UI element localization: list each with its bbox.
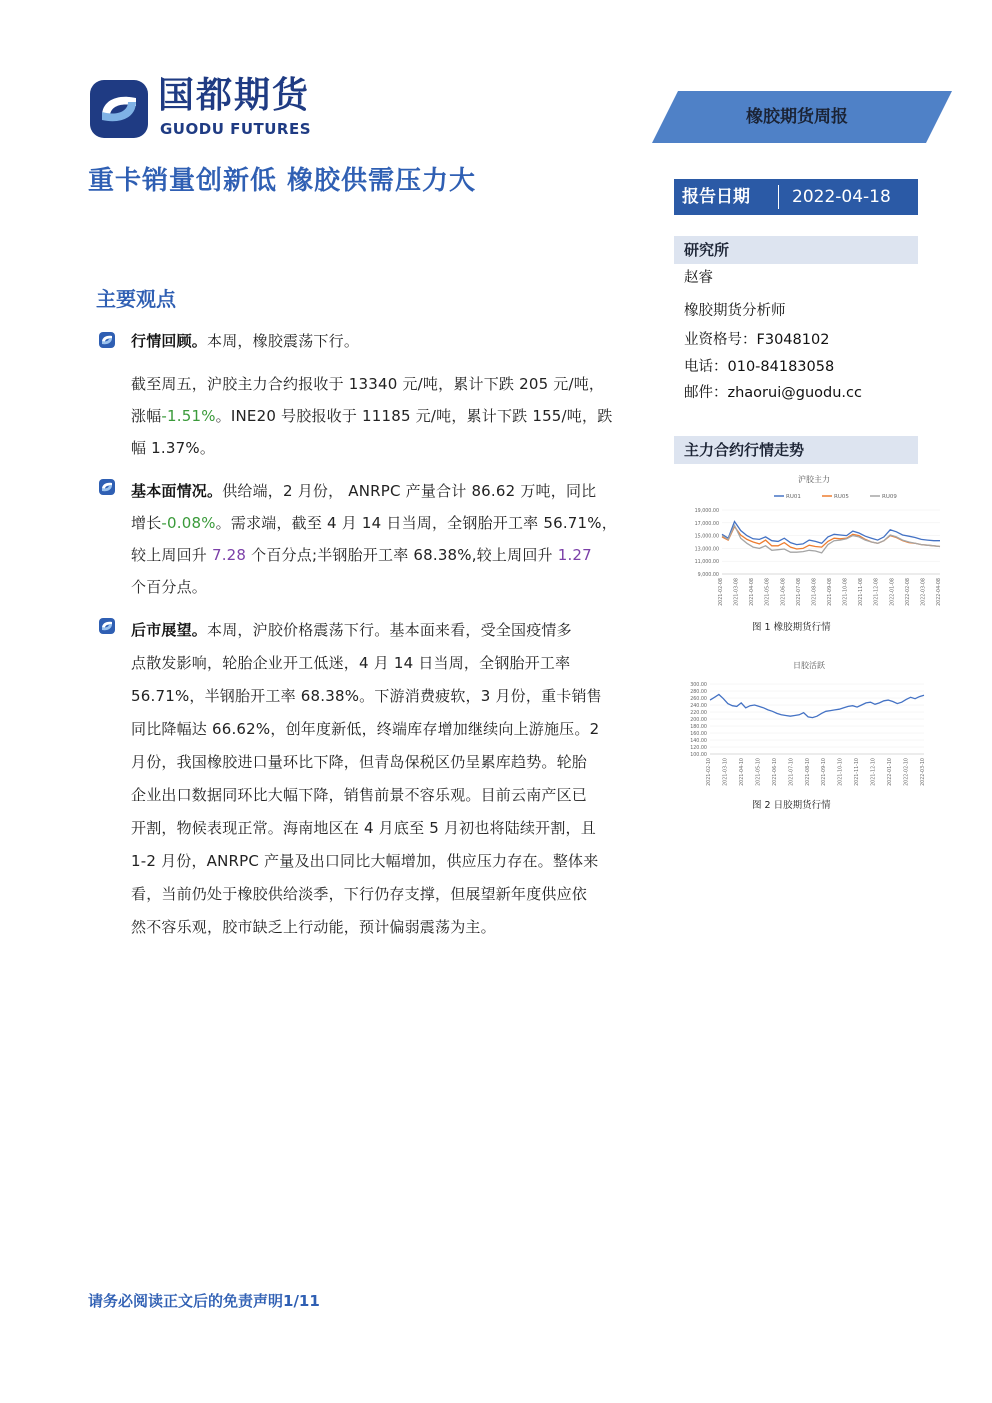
- chart2-caption: 图 2 日胶期货行情: [752, 800, 831, 811]
- x-tick-label: 2021-10-08: [843, 578, 849, 606]
- analyst-name: 赵睿: [684, 270, 713, 286]
- x-tick-label: 2022-01-08: [890, 578, 896, 606]
- section-outlook-line2: 点散发影响，轮胎企业开工低迷，4 月 14 日当周，全钢胎开工率: [131, 654, 571, 672]
- x-tick-label: 2021-09-08: [828, 578, 833, 606]
- logo-mark-icon: [88, 78, 150, 140]
- y-tick-label: 240.00: [690, 704, 707, 709]
- y-tick-label: 19,000.00: [694, 509, 719, 514]
- y-tick-label: 13,000.00: [694, 547, 719, 553]
- x-tick-label: 2021-06-10: [772, 758, 778, 786]
- y-tick-label: 220.00: [690, 711, 707, 716]
- chart2-line-chart: [684, 674, 934, 792]
- section-fundamentals-line1: [131, 480, 596, 501]
- semisteel-change-value: 1.27: [557, 546, 592, 564]
- bullet-icon: [98, 617, 116, 635]
- report-date-box: [674, 179, 918, 215]
- x-tick-label: 2022-04-08: [937, 578, 942, 606]
- main-points-heading: 主要观点: [96, 287, 176, 311]
- y-tick-label: 9,000.00: [697, 573, 719, 578]
- section-outlook-line9: 看，当前仍处于橡胶供给淡季，下行仍存支撑，但展望新年度供应依: [131, 885, 588, 903]
- research-label: 研究所: [684, 241, 730, 259]
- y-tick-label: 200.00: [690, 718, 707, 723]
- y-tick-label: 120.00: [690, 746, 707, 751]
- trend-label: 主力合约行情走势: [684, 441, 805, 459]
- x-tick-label: 2021-07-10: [789, 758, 795, 786]
- y-tick-label: 11,000.00: [694, 560, 719, 566]
- x-tick-label: 2021-02-10: [707, 758, 712, 786]
- legend-label: RU01: [786, 494, 801, 500]
- x-tick-label: 2021-10-10: [838, 758, 844, 786]
- section-outlook-line4: 同比降幅达 66.62%，创年度新低，终端库存增加继续向上游施压。2: [131, 720, 600, 738]
- logo-chinese-name: 国都期货: [158, 75, 311, 116]
- y-tick-label: 140.00: [690, 739, 707, 744]
- section-outlook-line8: 1-2 月份，ANRPC 产量及出口同比大幅增加，供应压力存在。整体来: [131, 852, 599, 870]
- section-outlook-head: 后市展望。: [131, 621, 208, 639]
- allsteel-change-value: 7.28: [211, 546, 247, 564]
- analyst-role: 橡胶期货分析师: [684, 303, 786, 319]
- analyst-phone: 电话：010-84183058: [684, 359, 835, 375]
- section-outlook-line5: 月份，我国橡胶进口量环比下降，但青岛保税区仍呈累库趋势。轮胎: [131, 753, 588, 771]
- x-tick-label: 2021-08-10: [805, 758, 811, 786]
- report-date-value: 2022-04-18: [792, 187, 891, 207]
- report-date-label: 报告日期: [682, 187, 750, 207]
- x-tick-label: 2021-04-08: [750, 578, 756, 606]
- y-tick-label: 15,000.00: [694, 534, 719, 540]
- x-tick-label: 2022-02-10: [904, 758, 910, 786]
- legend-label: RU09: [882, 494, 897, 500]
- banner-title: 橡胶期货周报: [746, 107, 848, 127]
- research-section-header: [674, 236, 918, 264]
- text-segment: 较上周回升: [131, 546, 212, 564]
- analyst-email: 邮件：zhaorui@guodu.cc: [684, 385, 862, 401]
- text-segment: 。INE20 号胶报收于 11185 元/吨，累计下跌 155/吨，跌: [215, 407, 613, 425]
- section-review-line2: [131, 405, 612, 426]
- disclaimer-footer: 请务必阅读正文后的免责声明1/11: [88, 1292, 320, 1310]
- text-segment: 个百分点;半钢胎开工率 68.38%,较上周回升: [246, 546, 558, 564]
- x-tick-label: 2021-06-08: [781, 578, 787, 606]
- x-tick-label: 2021-12-10: [871, 758, 877, 786]
- y-tick-label: 260.00: [690, 697, 707, 702]
- x-tick-label: 2021-02-08: [719, 578, 724, 606]
- section-review-head: 行情回顾。: [131, 332, 208, 350]
- x-tick-label: 2022-03-08: [921, 578, 927, 606]
- chart1-caption: 图 1 橡胶期货行情: [752, 622, 831, 633]
- series-line-RU05: [722, 527, 940, 549]
- section-outlook-line3: 56.71%，半钢胎开工率 68.38%。下游消费疲软，3 月份，重卡销售: [131, 687, 602, 705]
- chart2-title: 日胶活跃: [793, 661, 825, 670]
- text-segment: 增长: [131, 514, 162, 532]
- x-tick-label: 2022-02-08: [905, 578, 911, 606]
- x-tick-label: 2021-11-08: [859, 578, 865, 606]
- section-outlook-line10: 然不容乐观，胶市缺乏上行动能，预计偏弱震荡为主。: [131, 918, 496, 936]
- y-tick-label: 160.00: [690, 732, 707, 737]
- logo-english-name: GUODU FUTURES: [160, 120, 312, 138]
- report-type-banner: [652, 91, 952, 143]
- section-outlook-line1: [131, 619, 572, 640]
- price-change-value: -1.51%: [161, 407, 216, 425]
- section-review-first-line: [131, 330, 359, 351]
- date-divider: [778, 185, 779, 209]
- legend-label: RU05: [834, 494, 849, 500]
- text-segment: 。需求端，截至 4 月 14 日当周，全钢胎开工率 56.71%，: [215, 514, 617, 532]
- analyst-license: 业资格号：F3048102: [684, 332, 830, 348]
- company-logo: [88, 76, 338, 142]
- x-tick-label: 2021-09-10: [822, 758, 828, 786]
- x-tick-label: 2022-03-10: [921, 758, 926, 786]
- y-tick-label: 100.00: [690, 753, 707, 758]
- bullet-icon: [98, 478, 116, 496]
- x-tick-label: 2022-01-10: [888, 758, 894, 786]
- section-fundamentals-line4: 个百分点。: [131, 578, 208, 596]
- section-review-line3: 幅 1.37%。: [131, 439, 216, 457]
- text-segment: 本周，沪胶价格震荡下行。基本面来看，受全国疫情多: [207, 621, 572, 639]
- chart1-title: 沪胶主力: [798, 475, 830, 484]
- trend-section-header: [674, 436, 918, 464]
- x-tick-label: 2021-03-08: [734, 578, 740, 606]
- x-tick-label: 2021-08-08: [812, 578, 818, 606]
- chart1-line-chart: [684, 484, 944, 616]
- section-outlook-line6: 企业出口数据同环比大幅下降，销售前景不容乐观。目前云南产区已: [131, 786, 588, 804]
- bullet-icon: [98, 331, 116, 349]
- y-tick-label: 180.00: [690, 725, 707, 730]
- section-fundamentals-head: 基本面情况。: [131, 482, 223, 500]
- x-tick-label: 2021-11-10: [855, 758, 861, 786]
- yoy-change-value: -0.08%: [161, 514, 216, 532]
- y-tick-label: 300.00: [690, 683, 707, 688]
- x-tick-label: 2021-12-08: [874, 578, 880, 606]
- section-review-text: 本周，橡胶震荡下行。: [207, 332, 360, 350]
- section-fundamentals-line3: [131, 544, 592, 565]
- x-tick-label: 2021-07-08: [796, 578, 802, 606]
- section-review-line1: 截至周五，沪胶主力合约报收于 13340 元/吨，累计下跌 205 元/吨，: [131, 375, 605, 393]
- x-tick-label: 2021-05-10: [756, 758, 762, 786]
- report-title: 重卡销量创新低 橡胶供需压力大: [88, 166, 477, 196]
- x-tick-label: 2021-05-08: [765, 578, 771, 606]
- section-fundamentals-line2: [131, 512, 617, 533]
- text-segment: 涨幅: [131, 407, 162, 425]
- x-tick-label: 2021-03-10: [723, 758, 729, 786]
- y-tick-label: 17,000.00: [694, 521, 719, 527]
- x-tick-label: 2021-04-10: [739, 758, 745, 786]
- y-tick-label: 280.00: [690, 690, 707, 695]
- text-segment: 供给端，2 月份， ANRPC 产量合计 86.62 万吨，同比: [222, 482, 597, 500]
- section-outlook-line7: 开割，物候表现正常。海南地区在 4 月底至 5 月初也将陆续开割，且: [131, 819, 596, 837]
